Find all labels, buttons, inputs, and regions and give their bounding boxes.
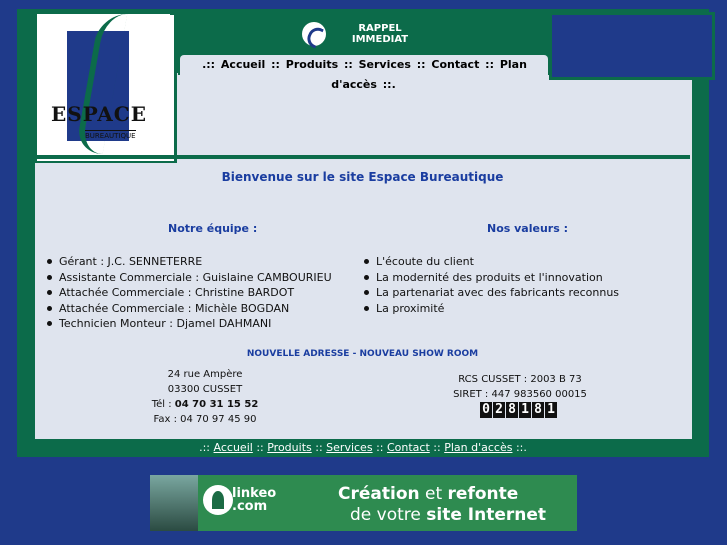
banner-word-refonte: refonte — [447, 484, 519, 504]
counter-digit: 1 — [519, 402, 531, 418]
logo-sub: BUREAUTIQUE — [85, 132, 136, 140]
footer-sep: :: — [376, 441, 384, 454]
counter-digit: 2 — [493, 402, 505, 418]
list-item: La proximité — [364, 301, 619, 317]
footer-link-plan-acces[interactable]: Plan d'accès — [444, 441, 513, 454]
footer-sep: :: — [433, 441, 441, 454]
new-address-heading: NOUVELLE ADRESSE - NOUVEAU SHOW ROOM — [246, 349, 479, 359]
list-item: Gérant : J.C. SENNETERRE — [47, 254, 332, 270]
values-list — [364, 254, 619, 316]
address-tel — [120, 397, 290, 412]
banner-word-et: et — [419, 484, 448, 504]
footer-sep: :: — [315, 441, 323, 454]
list-item: Attachée Commerciale : Michèle BOGDAN — [47, 301, 332, 317]
list-item: La partenariat avec des fabricants reconnus — [364, 285, 619, 301]
banner-line1 — [338, 484, 518, 504]
top-right-panel — [549, 12, 715, 80]
list-item: Attachée Commerciale : Christine BARDOT — [47, 285, 332, 301]
address-block — [120, 367, 290, 427]
banner-word-creation: Création — [338, 484, 420, 504]
legal-block — [440, 372, 600, 402]
banner-brand — [232, 487, 276, 513]
menu-sep: :: — [343, 58, 353, 71]
footer-link-services[interactable]: Services — [326, 441, 373, 454]
menu-prefix: .:: — [202, 58, 216, 71]
footer-prefix: .:: — [199, 441, 211, 454]
banner-line2 — [350, 505, 546, 525]
address-fax: Fax : 04 70 97 45 90 — [153, 414, 257, 425]
rappel-label — [350, 23, 410, 45]
linkeo-logo-icon — [203, 485, 233, 515]
tel-label: Tél : — [151, 399, 175, 410]
brand-line2: .com — [232, 499, 268, 514]
address-city: 03300 CUSSET — [167, 384, 243, 395]
menu-services[interactable]: Services — [358, 58, 411, 71]
footer-sep: :: — [256, 441, 264, 454]
counter-digit: 1 — [545, 402, 557, 418]
footer-suffix: ::. — [515, 441, 527, 454]
team-title: Notre équipe : — [168, 222, 258, 235]
rappel-line2: IMMEDIAT — [351, 34, 409, 45]
banner-word-site: site Internet — [426, 505, 547, 525]
address-street: 24 rue Ampère — [167, 369, 243, 380]
list-item: La modernité des produits et l'innovation — [364, 270, 619, 286]
header-divider — [35, 155, 690, 159]
footer-link-accueil[interactable]: Accueil — [213, 441, 253, 454]
list-item: Technicien Monteur : Djamel DAHMANI — [47, 316, 332, 332]
list-item: Assistante Commerciale : Guislaine CAMBOURIEU — [47, 270, 332, 286]
menu-suffix: ::. — [382, 78, 396, 91]
list-item: L'écoute du client — [364, 254, 619, 270]
counter-digit: 8 — [506, 402, 518, 418]
menu-produits[interactable]: Produits — [285, 58, 339, 71]
values-title: Nos valeurs : — [487, 222, 568, 235]
counter-digit: 8 — [532, 402, 544, 418]
phone-icon — [302, 22, 326, 46]
menu-contact[interactable]: Contact — [431, 58, 480, 71]
menu-accueil[interactable]: Accueil — [220, 58, 266, 71]
top-menu — [178, 53, 550, 91]
menu-plan-acces[interactable]: Plan d'accès — [331, 58, 527, 91]
tel-number: 04 70 31 15 52 — [174, 399, 259, 410]
banner-word-de-votre: de votre — [350, 505, 427, 525]
welcome-title: Bienvenue sur le site Espace Bureautique — [221, 170, 504, 184]
footer-menu — [17, 439, 709, 457]
menu-sep: :: — [416, 58, 426, 71]
visit-counter — [480, 402, 557, 418]
siret-text: SIRET : 447 983560 00015 — [453, 389, 587, 400]
team-list — [47, 254, 332, 332]
banner-photo — [150, 475, 198, 531]
counter-digit: 0 — [480, 402, 492, 418]
menu-sep: :: — [271, 58, 280, 71]
linkeo-ad-banner[interactable] — [150, 475, 577, 531]
espace-logo[interactable] — [37, 14, 170, 154]
footer-link-produits[interactable]: Produits — [267, 441, 312, 454]
brand-line1: linkeo — [232, 486, 277, 501]
footer-link-contact[interactable]: Contact — [386, 441, 430, 454]
logo-word: ESPACE — [51, 102, 147, 126]
menu-sep: :: — [485, 58, 494, 71]
rappel-line1: RAPPEL — [358, 23, 402, 34]
rcs-text: RCS CUSSET : 2003 B 73 — [458, 374, 582, 385]
